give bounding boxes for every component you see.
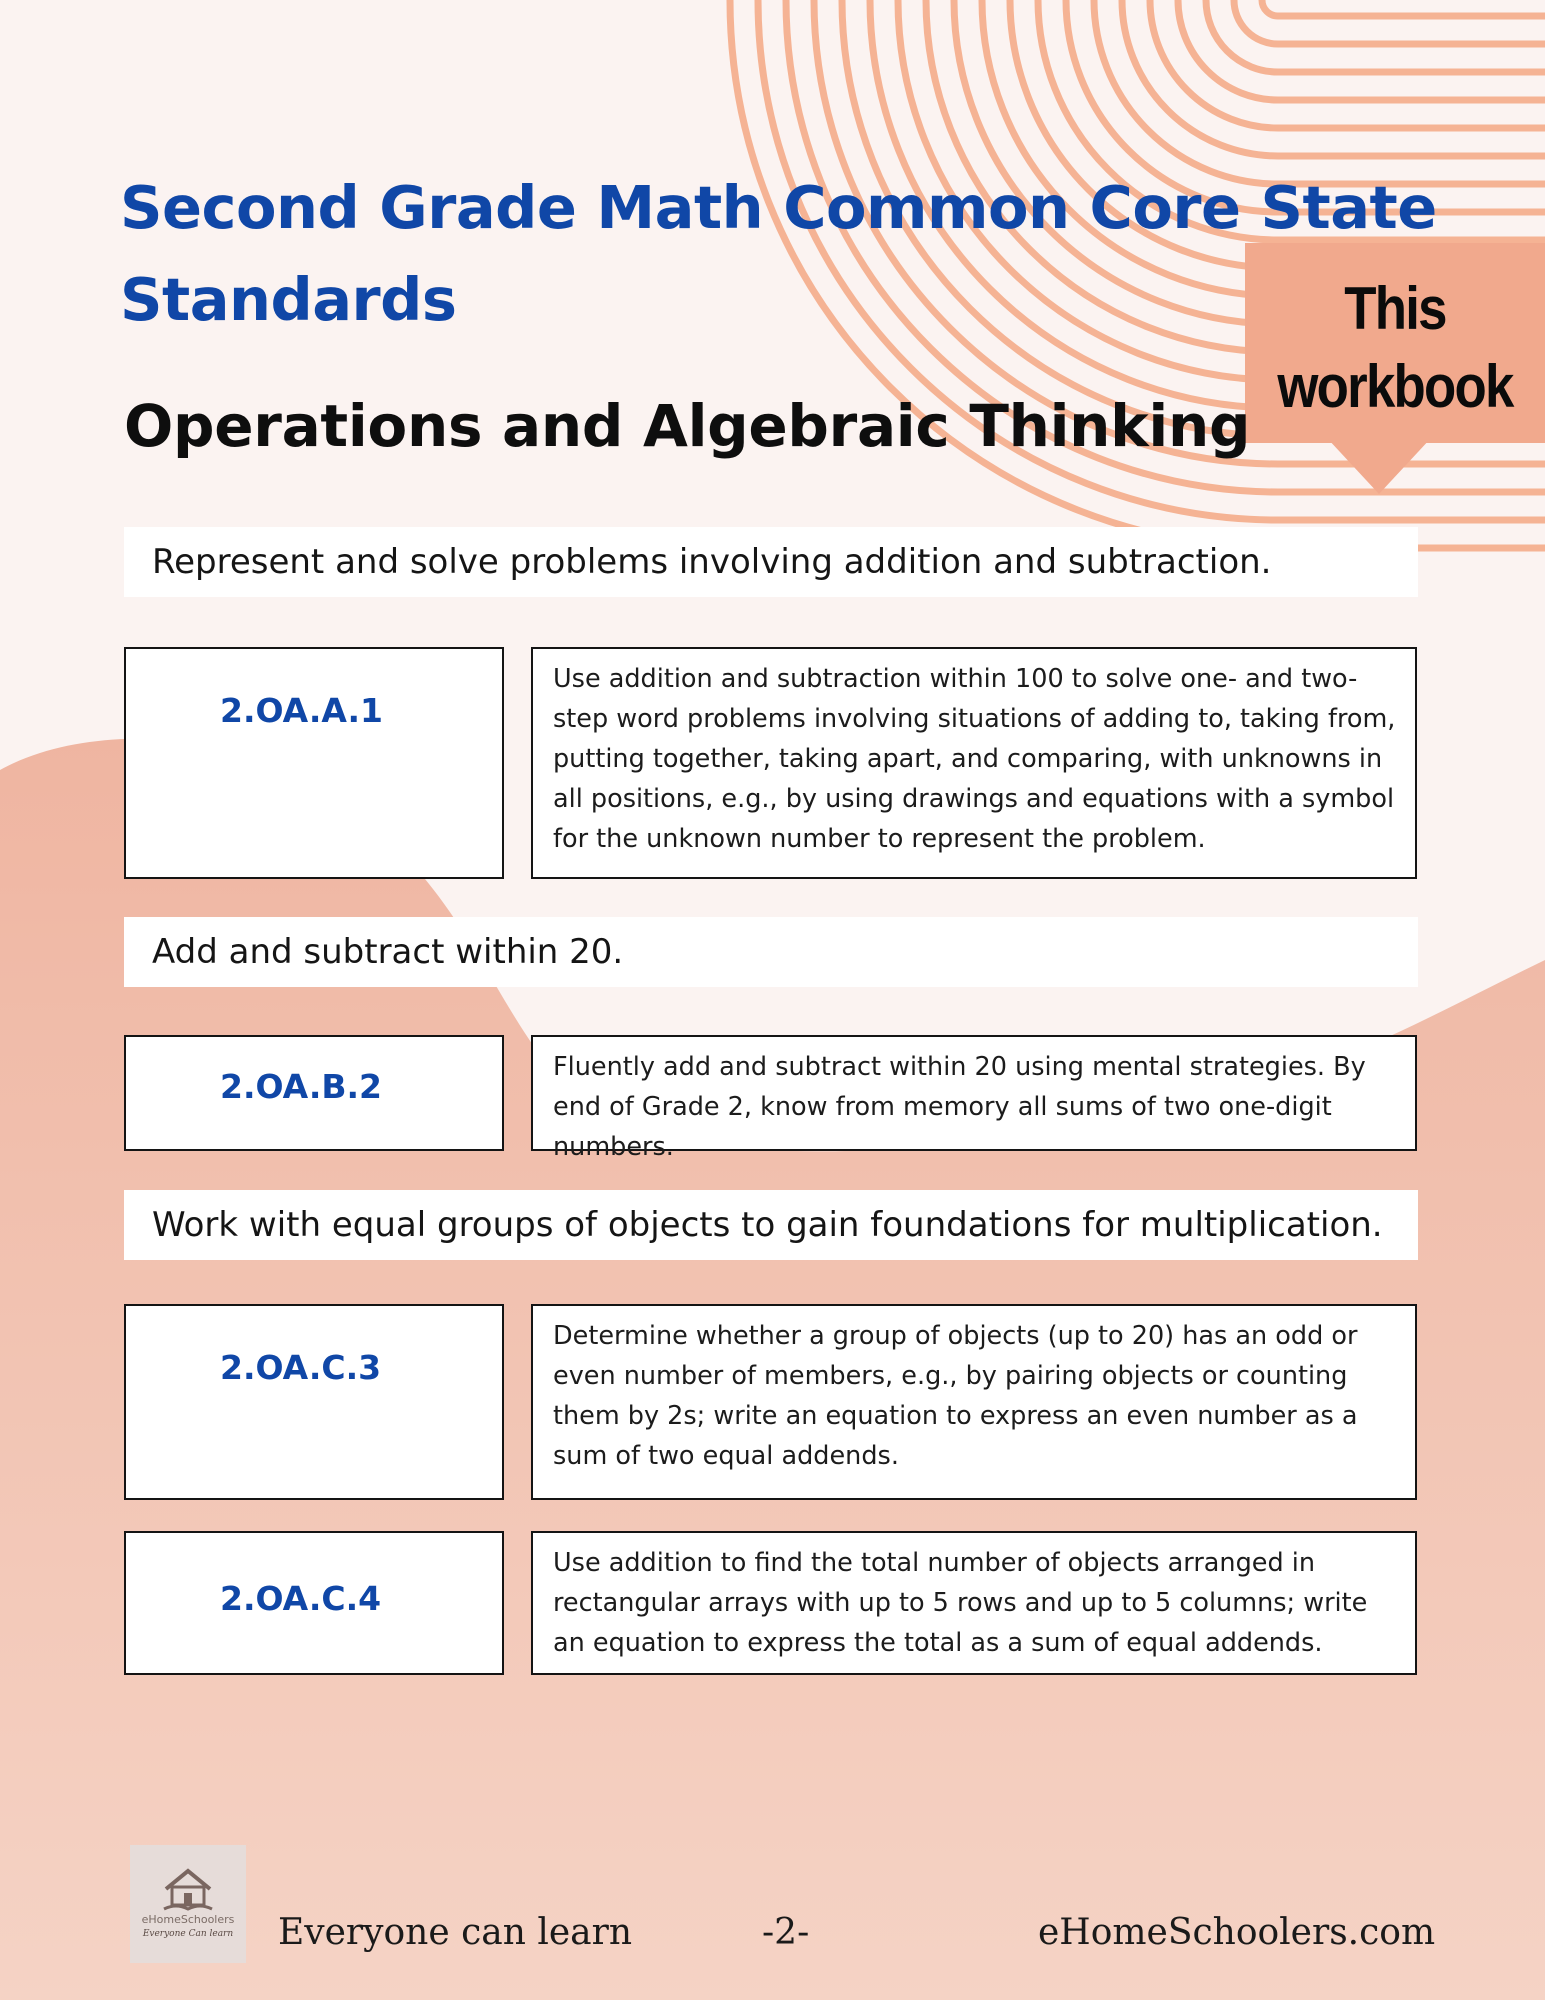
ribbon-line-2: workbook bbox=[1277, 353, 1513, 420]
ribbon-tip bbox=[1327, 438, 1431, 494]
cluster-heading-3: Work with equal groups of objects to gain foundations for multiplication. bbox=[124, 1190, 1418, 1260]
standard-description: Use addition to find the total number of objects arranged in rectangular arrays with up to 5 rows and up to 5 columns; write an equation to express the total as a sum of equal addends. bbox=[553, 1548, 1368, 1658]
standard-description-box bbox=[531, 1304, 1417, 1500]
page-number: -2- bbox=[762, 1912, 810, 1953]
ehomeschoolers-logo bbox=[130, 1845, 246, 1963]
cluster-heading-1: Represent and solve problems involving addition and subtraction. bbox=[124, 527, 1418, 597]
standard-code-box bbox=[124, 1035, 504, 1151]
section-heading: Operations and Algebraic Thinking bbox=[124, 392, 1251, 460]
standard-code-box bbox=[124, 647, 504, 879]
footer-tagline: Everyone can learn bbox=[278, 1912, 633, 1953]
standard-code: 2.OA.C.4 bbox=[220, 1579, 382, 1618]
standard-description-box bbox=[531, 1531, 1417, 1675]
ribbon-label bbox=[1263, 270, 1527, 426]
standard-code: 2.OA.A.1 bbox=[220, 691, 384, 730]
standard-description: Fluently add and subtract within 20 using mental strategies. By end of Grade 2, know from memory all sums of two one-digit numbers. bbox=[553, 1052, 1366, 1162]
logo-tagline: Everyone Can learn bbox=[142, 1929, 234, 1939]
cluster-heading-2: Add and subtract within 20. bbox=[124, 917, 1418, 987]
standard-code: 2.OA.C.3 bbox=[220, 1348, 382, 1387]
standard-code-box bbox=[124, 1531, 504, 1675]
logo-name: eHomeSchoolers bbox=[141, 1913, 235, 1926]
footer-website: eHomeSchoolers.com bbox=[1038, 1912, 1436, 1953]
standard-description-box bbox=[531, 647, 1417, 879]
standard-description-box bbox=[531, 1035, 1417, 1162]
house-book-icon bbox=[156, 1865, 220, 1915]
standard-description: Use addition and subtraction within 100 to solve one- and two-step word problems involving situations of adding to, taking from, putting together, taking apart, and comparing, with unknowns in all positions, e.g., by using drawings and equations with a symbol for the unknown number to represent the problem. bbox=[553, 664, 1396, 854]
standard-code: 2.OA.B.2 bbox=[220, 1067, 383, 1106]
ribbon-line-1: This bbox=[1344, 275, 1446, 342]
page-title: Second Grade Math Common Core State Standards bbox=[120, 173, 1437, 334]
standard-description: Determine whether a group of objects (up to 20) has an odd or even number of members, e.g., by pairing objects or counting them by 2s; write an equation to express an even number as a sum of two equal addends. bbox=[553, 1321, 1358, 1471]
standard-code-box bbox=[124, 1304, 504, 1500]
